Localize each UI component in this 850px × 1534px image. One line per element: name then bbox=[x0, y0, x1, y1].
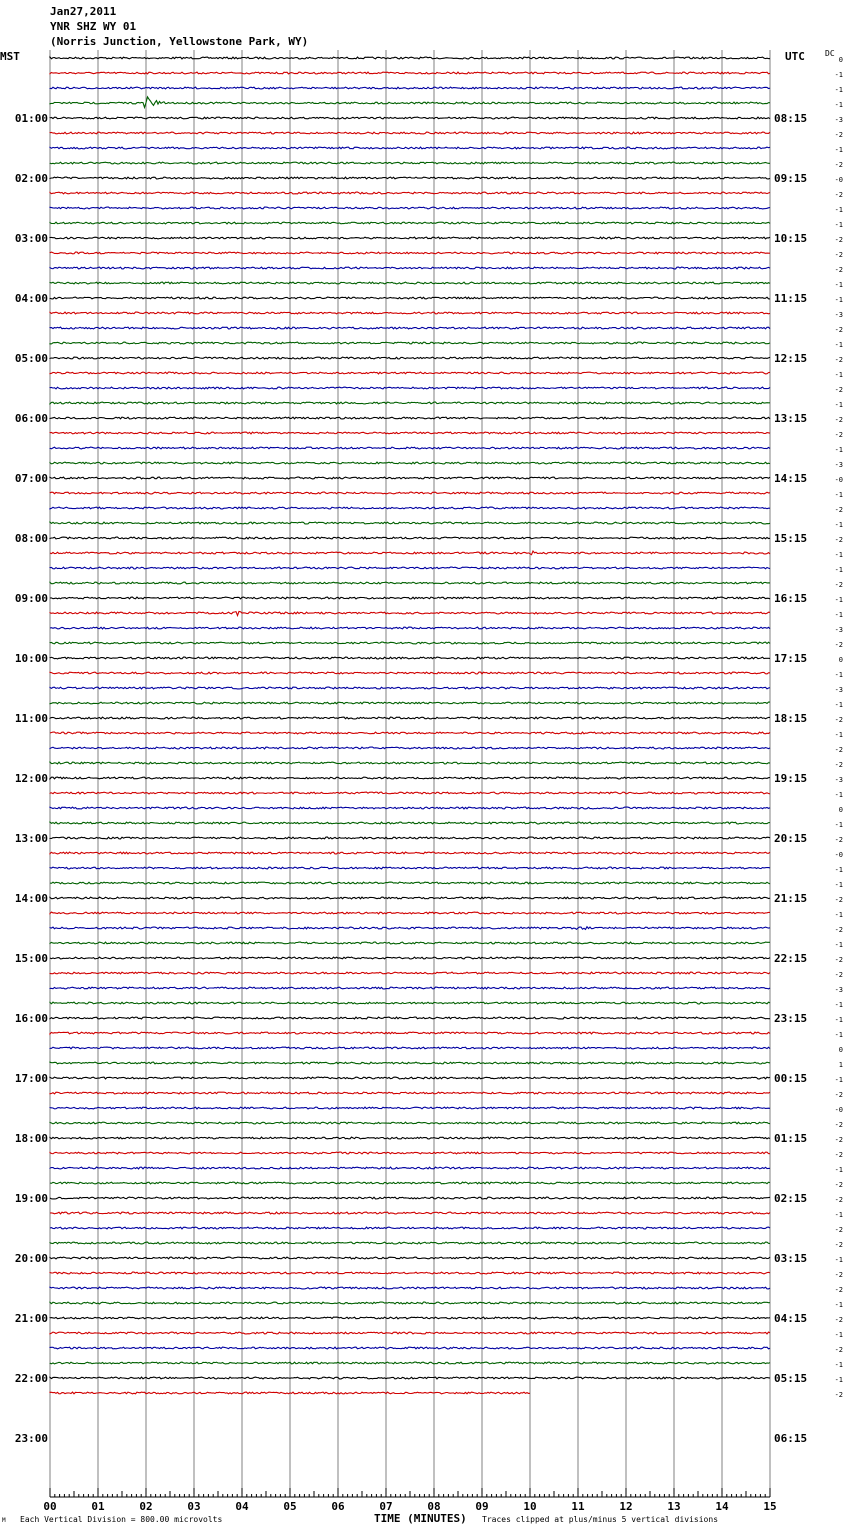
dc-offset-label: -1 bbox=[834, 791, 843, 799]
trace-line bbox=[50, 342, 770, 344]
dc-offset-label: -0 bbox=[834, 1106, 843, 1114]
right-hour-label: 11:15 bbox=[774, 292, 808, 305]
trace-line bbox=[50, 837, 770, 839]
trace-line bbox=[50, 1332, 770, 1334]
right-hour-label: 03:15 bbox=[774, 1252, 808, 1265]
left-hour-label: 02:00 bbox=[14, 172, 48, 185]
trace-line bbox=[50, 1287, 770, 1289]
left-hour-label: 06:00 bbox=[14, 412, 48, 425]
trace-line bbox=[50, 1242, 770, 1244]
left-hour-label: 11:00 bbox=[14, 712, 48, 725]
dc-offset-label: -2 bbox=[834, 326, 843, 334]
trace-line bbox=[50, 177, 770, 179]
dc-offset-label: -2 bbox=[834, 1226, 843, 1234]
trace-line bbox=[50, 282, 770, 284]
dc-offset-label: -1 bbox=[834, 1361, 843, 1369]
left-hour-label: 23:00 bbox=[14, 1432, 48, 1445]
trace-line bbox=[50, 417, 770, 419]
trace-line bbox=[50, 1077, 770, 1079]
x-tick-label: 08 bbox=[427, 1500, 441, 1513]
trace-line bbox=[50, 1257, 770, 1259]
left-hour-label: 18:00 bbox=[14, 1132, 48, 1145]
x-tick-label: 05 bbox=[283, 1500, 297, 1513]
right-hour-label: 06:15 bbox=[774, 1432, 808, 1445]
left-hour-label: 07:00 bbox=[14, 472, 48, 485]
trace-line bbox=[50, 627, 770, 629]
x-tick-label: 02 bbox=[139, 1500, 153, 1513]
trace-line bbox=[50, 747, 770, 749]
trace-line bbox=[50, 132, 770, 134]
right-hour-label: 21:15 bbox=[774, 892, 808, 905]
right-hour-label: 14:15 bbox=[774, 472, 808, 485]
dc-offset-label: -1 bbox=[834, 101, 843, 109]
dc-offset-label: -3 bbox=[834, 686, 843, 694]
dc-offset-label: -2 bbox=[834, 161, 843, 169]
trace-line bbox=[50, 117, 770, 119]
trace-line bbox=[50, 717, 770, 719]
trace-line bbox=[50, 867, 770, 869]
dc-offset-label: -2 bbox=[834, 1241, 843, 1249]
trace-line bbox=[50, 551, 770, 555]
trace-line bbox=[50, 1002, 770, 1004]
dc-offset-label: -1 bbox=[834, 611, 843, 619]
dc-offset-label: -1 bbox=[834, 1076, 843, 1084]
corner-mark: M bbox=[2, 1517, 6, 1524]
right-hour-label: 09:15 bbox=[774, 172, 808, 185]
dc-offset-label: -2 bbox=[834, 716, 843, 724]
right-hour-label: 04:15 bbox=[774, 1312, 808, 1325]
trace-line bbox=[50, 1347, 770, 1349]
left-timezone-label: MST bbox=[0, 50, 20, 63]
trace-line bbox=[50, 957, 770, 959]
trace-line bbox=[50, 972, 770, 974]
x-tick-label: 09 bbox=[475, 1500, 489, 1513]
dc-offset-label: -2 bbox=[834, 1136, 843, 1144]
dc-offset-label: -2 bbox=[834, 1151, 843, 1159]
x-axis-title: TIME (MINUTES) bbox=[374, 1512, 467, 1525]
dc-offset-label: -1 bbox=[834, 71, 843, 79]
trace-line bbox=[50, 687, 770, 689]
trace-line bbox=[50, 912, 770, 914]
dc-offset-label: -3 bbox=[834, 776, 843, 784]
date-label: Jan27,2011 bbox=[50, 5, 117, 18]
left-hour-label: 20:00 bbox=[14, 1252, 48, 1265]
x-tick-label: 07 bbox=[379, 1500, 393, 1513]
trace-line bbox=[50, 522, 770, 524]
right-hour-label: 05:15 bbox=[774, 1372, 808, 1385]
trace-line bbox=[50, 387, 770, 389]
dc-offset-label: -2 bbox=[834, 191, 843, 199]
trace-line bbox=[50, 1107, 770, 1109]
left-hour-label: 15:00 bbox=[14, 952, 48, 965]
trace-line bbox=[50, 807, 770, 809]
trace-line bbox=[50, 732, 770, 734]
trace-line bbox=[50, 1137, 770, 1139]
dc-offset-label: -1 bbox=[834, 1031, 843, 1039]
dc-offset-label: -3 bbox=[834, 116, 843, 124]
trace-line bbox=[50, 492, 770, 494]
right-hour-label: 17:15 bbox=[774, 652, 808, 665]
dc-offset-label: -1 bbox=[834, 701, 843, 709]
dc-offset-label: -0 bbox=[834, 176, 843, 184]
trace-line bbox=[50, 1212, 770, 1214]
x-tick-label: 03 bbox=[187, 1500, 201, 1513]
right-hour-label: 20:15 bbox=[774, 832, 808, 845]
dc-offset-label: -2 bbox=[834, 131, 843, 139]
dc-offset-label: -1 bbox=[834, 1301, 843, 1309]
trace-line bbox=[50, 567, 770, 569]
dc-offset-label: -1 bbox=[834, 911, 843, 919]
trace-line bbox=[50, 1197, 770, 1199]
dc-offset-label: -1 bbox=[834, 401, 843, 409]
trace-line bbox=[50, 942, 770, 944]
trace-line bbox=[50, 312, 770, 314]
trace-line bbox=[50, 1032, 770, 1034]
right-hour-label: 00:15 bbox=[774, 1072, 808, 1085]
dc-offset-label: -1 bbox=[834, 596, 843, 604]
dc-offset-label: -2 bbox=[834, 536, 843, 544]
right-timezone-label: UTC bbox=[785, 50, 805, 63]
trace-line bbox=[50, 1122, 770, 1124]
left-hour-label: 12:00 bbox=[14, 772, 48, 785]
dc-offset-label: -1 bbox=[834, 1331, 843, 1339]
trace-line bbox=[50, 927, 770, 930]
trace-line bbox=[50, 1302, 770, 1304]
trace-line bbox=[50, 1017, 770, 1019]
dc-offset-label: -1 bbox=[834, 281, 843, 289]
x-tick-label: 13 bbox=[667, 1500, 681, 1513]
x-tick-label: 10 bbox=[523, 1500, 537, 1513]
dc-offset-label: -1 bbox=[834, 491, 843, 499]
right-hour-label: 19:15 bbox=[774, 772, 808, 785]
left-hour-label: 16:00 bbox=[14, 1012, 48, 1025]
x-tick-label: 12 bbox=[619, 1500, 633, 1513]
x-tick-label: 14 bbox=[715, 1500, 729, 1513]
x-tick-label: 04 bbox=[235, 1500, 249, 1513]
right-hour-label: 12:15 bbox=[774, 352, 808, 365]
dc-offset-label: 0 bbox=[838, 806, 843, 814]
trace-line bbox=[50, 702, 770, 704]
dc-offset-label: -2 bbox=[834, 1271, 843, 1279]
right-hour-label: 13:15 bbox=[774, 412, 808, 425]
trace-line bbox=[50, 72, 770, 74]
dc-offset-label: -2 bbox=[834, 641, 843, 649]
trace-line bbox=[50, 327, 770, 329]
x-tick-label: 06 bbox=[331, 1500, 345, 1513]
trace-line bbox=[50, 477, 770, 479]
trace-line bbox=[50, 252, 770, 254]
dc-offset-label: -1 bbox=[834, 446, 843, 454]
trace-line bbox=[50, 777, 770, 779]
dc-offset-label: -2 bbox=[834, 266, 843, 274]
left-hour-label: 13:00 bbox=[14, 832, 48, 845]
left-hour-label: 05:00 bbox=[14, 352, 48, 365]
dc-offset-label: -1 bbox=[834, 941, 843, 949]
dc-offset-label: -2 bbox=[834, 956, 843, 964]
dc-offset-label: -1 bbox=[834, 1166, 843, 1174]
trace-line bbox=[50, 1272, 770, 1274]
trace-line bbox=[50, 1362, 770, 1364]
dc-offset-label: -2 bbox=[834, 1346, 843, 1354]
trace-line bbox=[50, 897, 770, 899]
right-hour-label: 02:15 bbox=[774, 1192, 808, 1205]
trace-line bbox=[50, 222, 770, 224]
dc-offset-label: -1 bbox=[834, 86, 843, 94]
trace-line bbox=[50, 1227, 770, 1229]
left-hour-label: 03:00 bbox=[14, 232, 48, 245]
scale-note: Each Vertical Division = 800.00 microvolts bbox=[20, 1515, 223, 1524]
trace-line bbox=[50, 297, 770, 299]
left-hour-label: 08:00 bbox=[14, 532, 48, 545]
dc-offset-label: -2 bbox=[834, 836, 843, 844]
trace-line bbox=[50, 207, 770, 209]
dc-offset-label: 0 bbox=[838, 1046, 843, 1054]
trace-line bbox=[50, 147, 770, 149]
dc-offset-label: -1 bbox=[834, 881, 843, 889]
x-tick-label: 01 bbox=[91, 1500, 105, 1513]
dc-offset-label: -1 bbox=[834, 521, 843, 529]
dc-offset-label: -3 bbox=[834, 461, 843, 469]
dc-offset-label: -3 bbox=[834, 986, 843, 994]
dc-offset-label: -1 bbox=[834, 1211, 843, 1219]
trace-line bbox=[50, 447, 770, 449]
left-hour-label: 19:00 bbox=[14, 1192, 48, 1205]
dc-offset-label: -1 bbox=[834, 1376, 843, 1384]
trace-line bbox=[50, 1182, 770, 1184]
dc-offset-label: -1 bbox=[834, 821, 843, 829]
dc-offset-label: -1 bbox=[834, 1016, 843, 1024]
trace-line bbox=[50, 1317, 770, 1319]
trace-line bbox=[50, 642, 770, 644]
dc-offset-label: 0 bbox=[838, 56, 843, 64]
dc-offset-label: -2 bbox=[834, 1181, 843, 1189]
dc-offset-label: -2 bbox=[834, 251, 843, 259]
right-hour-label: 18:15 bbox=[774, 712, 808, 725]
left-hour-label: 01:00 bbox=[14, 112, 48, 125]
dc-offset-label: -2 bbox=[834, 746, 843, 754]
trace-line bbox=[50, 372, 770, 374]
left-hour-label: 10:00 bbox=[14, 652, 48, 665]
dc-offset-label: -1 bbox=[834, 146, 843, 154]
x-tick-label: 11 bbox=[571, 1500, 585, 1513]
dc-offset-label: -2 bbox=[834, 1316, 843, 1324]
dc-offset-label: -1 bbox=[834, 731, 843, 739]
trace-line bbox=[50, 672, 770, 674]
trace-line bbox=[50, 597, 770, 599]
left-hour-label: 14:00 bbox=[14, 892, 48, 905]
left-hour-label: 17:00 bbox=[14, 1072, 48, 1085]
station-label: YNR SHZ WY 01 bbox=[50, 20, 137, 33]
x-tick-label: 00 bbox=[43, 1500, 57, 1513]
trace-line bbox=[50, 432, 770, 434]
trace-line bbox=[50, 582, 770, 584]
clip-note: Traces clipped at plus/minus 5 vertical divisions bbox=[482, 1515, 719, 1524]
right-hour-label: 01:15 bbox=[774, 1132, 808, 1145]
trace-line bbox=[50, 882, 770, 884]
dc-offset-label: -1 bbox=[834, 1256, 843, 1264]
dc-offset-label: 0 bbox=[838, 656, 843, 664]
right-hour-label: 08:15 bbox=[774, 112, 808, 125]
trace-line bbox=[50, 507, 770, 509]
dc-offset-label: -2 bbox=[834, 386, 843, 394]
dc-offset-label: -2 bbox=[834, 1391, 843, 1399]
trace-line bbox=[50, 57, 770, 59]
trace-line bbox=[50, 267, 770, 269]
trace-line bbox=[50, 1092, 770, 1094]
dc-offset-label: -2 bbox=[834, 971, 843, 979]
dc-offset-label: -1 bbox=[834, 371, 843, 379]
trace-line bbox=[50, 987, 770, 989]
trace-line bbox=[50, 1152, 770, 1154]
left-hour-label: 09:00 bbox=[14, 592, 48, 605]
dc-offset-label: -2 bbox=[834, 896, 843, 904]
dc-offset-label: -1 bbox=[834, 296, 843, 304]
trace-line bbox=[50, 537, 770, 539]
left-hour-label: 22:00 bbox=[14, 1372, 48, 1385]
trace-line bbox=[50, 97, 770, 108]
dc-offset-label: -2 bbox=[834, 416, 843, 424]
dc-offset-label: -2 bbox=[834, 1286, 843, 1294]
dc-offset-label: -1 bbox=[834, 341, 843, 349]
left-hour-label: 21:00 bbox=[14, 1312, 48, 1325]
dc-offset-label: -1 bbox=[834, 1001, 843, 1009]
trace-line bbox=[50, 192, 770, 194]
dc-offset-label: -2 bbox=[834, 581, 843, 589]
dc-offset-label: -3 bbox=[834, 626, 843, 634]
trace-line bbox=[50, 611, 770, 615]
right-hour-label: 15:15 bbox=[774, 532, 808, 545]
trace-line bbox=[50, 402, 770, 404]
trace-line bbox=[50, 237, 770, 239]
trace-line bbox=[50, 657, 770, 659]
trace-line bbox=[50, 1167, 770, 1169]
dc-offset-label: -2 bbox=[834, 506, 843, 514]
trace-line bbox=[50, 1062, 770, 1064]
dc-offset-label: -1 bbox=[834, 866, 843, 874]
trace-line bbox=[50, 162, 770, 164]
dc-header-label: DC bbox=[825, 49, 835, 58]
dc-offset-label: -2 bbox=[834, 236, 843, 244]
dc-offset-label: -1 bbox=[834, 206, 843, 214]
dc-offset-label: -2 bbox=[834, 1091, 843, 1099]
trace-line bbox=[50, 87, 770, 89]
dc-offset-label: -1 bbox=[834, 551, 843, 559]
dc-offset-label: -2 bbox=[834, 356, 843, 364]
trace-line bbox=[50, 762, 770, 764]
dc-offset-label: -1 bbox=[834, 671, 843, 679]
dc-offset-label: -0 bbox=[834, 476, 843, 484]
dc-offset-label: -2 bbox=[834, 431, 843, 439]
trace-line bbox=[50, 462, 770, 464]
right-hour-label: 10:15 bbox=[774, 232, 808, 245]
dc-offset-label: -2 bbox=[834, 1121, 843, 1129]
right-hour-label: 22:15 bbox=[774, 952, 808, 965]
dc-offset-label: -1 bbox=[834, 566, 843, 574]
dc-offset-label: 1 bbox=[838, 1061, 843, 1069]
location-label: (Norris Junction, Yellowstone Park, WY) bbox=[50, 35, 309, 48]
right-hour-label: 23:15 bbox=[774, 1012, 808, 1025]
dc-offset-label: -3 bbox=[834, 311, 843, 319]
trace-line bbox=[50, 1047, 770, 1049]
dc-offset-label: -2 bbox=[834, 761, 843, 769]
dc-offset-label: -1 bbox=[834, 221, 843, 229]
dc-offset-label: -0 bbox=[834, 851, 843, 859]
trace-line bbox=[50, 852, 770, 854]
right-hour-label: 16:15 bbox=[774, 592, 808, 605]
trace-line bbox=[50, 1377, 770, 1379]
x-tick-label: 15 bbox=[763, 1500, 777, 1513]
trace-line bbox=[50, 792, 770, 794]
trace-line bbox=[50, 357, 770, 359]
dc-offset-label: -2 bbox=[834, 1196, 843, 1204]
left-hour-label: 04:00 bbox=[14, 292, 48, 305]
dc-offset-label: -2 bbox=[834, 926, 843, 934]
trace-line bbox=[50, 822, 770, 824]
